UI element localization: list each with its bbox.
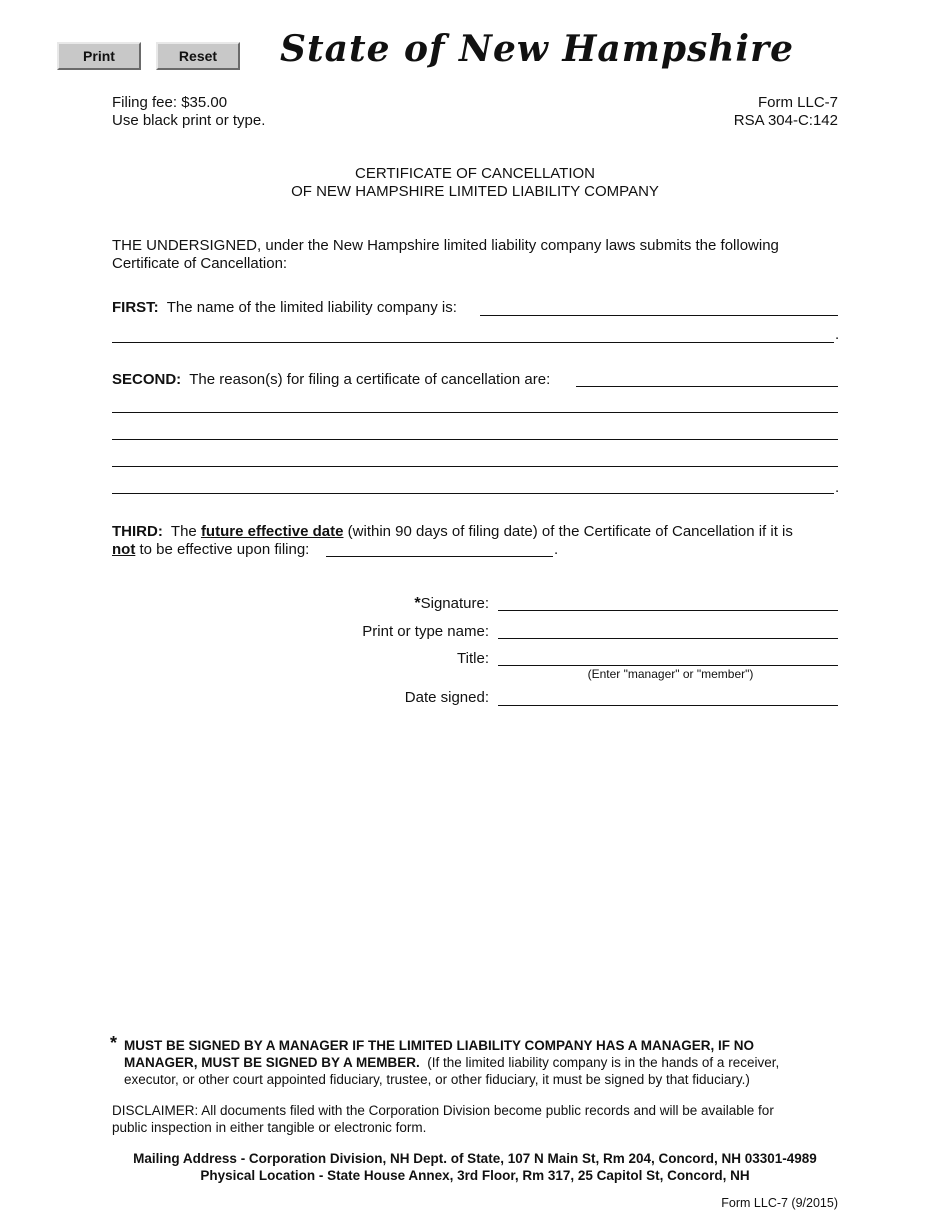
form-reference [600, 94, 838, 130]
first-text: The name of the limited liability company is: [166, 299, 457, 316]
filing-info [112, 94, 265, 130]
statute-ref: RSA 304-C:142 [733, 112, 838, 129]
company-name-field[interactable] [480, 300, 838, 316]
intro-line1: THE UNDERSIGNED, under the New Hampshire limited liability company laws submits the following [112, 237, 779, 254]
future-effective-date-emphasis: future effective date [200, 523, 344, 540]
print-button[interactable]: Print [57, 42, 141, 70]
company-name-field-line2[interactable] [112, 327, 834, 343]
form-id: Form LLC-7 [757, 94, 838, 111]
reasons-field-line4[interactable] [112, 451, 838, 467]
filing-fee: Filing fee: $35.00 [112, 94, 228, 111]
signature-field[interactable] [498, 595, 838, 611]
title-label: Title: [457, 650, 489, 667]
effective-date-field[interactable] [326, 541, 553, 557]
footnote-line3: executor, or other court appointed fiduciary, trustee, or other fiduciary, it must be signed by that fiduciary.) [124, 1072, 750, 1087]
reasons-field-line2[interactable] [112, 397, 838, 413]
disclaimer-line1: DISCLAIMER: All documents filed with the Corporation Division become public records and will be available for [112, 1103, 774, 1118]
reasons-field-line5[interactable] [112, 478, 834, 494]
second-question [112, 371, 550, 388]
third-text-the: The [170, 523, 197, 540]
mailing-address: Mailing Address - Corporation Division, NH Dept. of State, 107 N Main St, Rm 204, Concord, NH 03301-4989 [133, 1151, 817, 1166]
third-label: THIRD: [112, 523, 163, 540]
form-title-line1: CERTIFICATE OF CANCELLATION [354, 165, 596, 182]
intro-paragraph [112, 237, 779, 273]
print-name-label: Print or type name: [362, 623, 489, 640]
footnote [124, 1037, 844, 1088]
footnote-normal-line2: (If the limited liability company is in the hands of a receiver, [427, 1055, 780, 1070]
physical-location: Physical Location - State House Annex, 3rd Floor, Rm 317, 25 Capitol St, Concord, NH [200, 1168, 750, 1183]
signature-label-row [250, 595, 489, 613]
footnote-bold-line1: MUST BE SIGNED BY A MANAGER IF THE LIMITED LIABILITY COMPANY HAS A MANAGER, IF NO [124, 1038, 755, 1053]
footnote-asterisk: * [110, 1033, 118, 1053]
signature-label: Signature: [420, 595, 489, 612]
title-field[interactable] [498, 650, 838, 666]
date-signed-label: Date signed: [404, 689, 489, 706]
form-title-line2: OF NEW HAMPSHIRE LIMITED LIABILITY COMPANY [291, 183, 659, 200]
not-emphasis: not [112, 541, 136, 558]
state-title: State of New Hampshire [280, 28, 794, 70]
disclaimer [112, 1102, 842, 1136]
print-name-field[interactable] [498, 623, 838, 639]
reset-button[interactable]: Reset [156, 42, 240, 70]
reasons-field-line3[interactable] [112, 424, 838, 440]
reasons-field[interactable] [576, 371, 838, 387]
second-label: SECOND: [112, 371, 182, 388]
second-text: The reason(s) for filing a certificate of cancellation are: [189, 371, 551, 388]
intro-line2: Certificate of Cancellation: [112, 255, 288, 272]
form-title [112, 165, 838, 201]
signature-asterisk: * [414, 595, 421, 612]
third-text-line2: to be effective upon filing: [139, 541, 310, 558]
date-signed-field[interactable] [498, 690, 838, 706]
third-text-rest: (within 90 days of filing date) of the Certificate of Cancellation if it is [347, 523, 793, 540]
disclaimer-line2: public inspection in either tangible or electronic form. [112, 1120, 427, 1135]
first-label: FIRST: [112, 299, 159, 316]
addresses [60, 1150, 890, 1184]
ink-note: Use black print or type. [112, 112, 266, 129]
footnote-bold-line2: MANAGER, MUST BE SIGNED BY A MEMBER. [124, 1055, 420, 1070]
form-version: Form LLC-7 (9/2015) [721, 1196, 838, 1210]
title-hint: (Enter "manager" or "member") [587, 667, 754, 681]
first-question [112, 299, 457, 316]
